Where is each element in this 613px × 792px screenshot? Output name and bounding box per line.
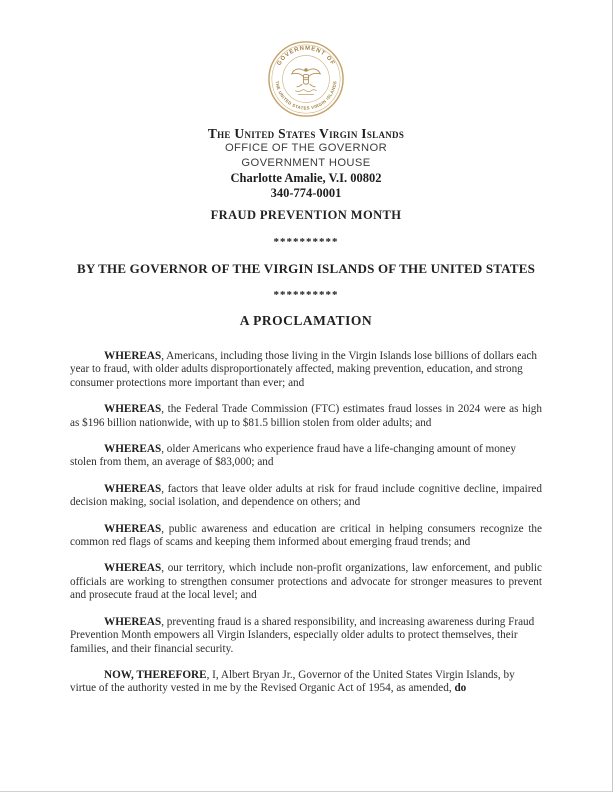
paragraph-lead-word: WHEREAS (104, 350, 162, 362)
proclamation-paragraph (70, 616, 542, 656)
seal-bottom-text: THE UNITED STATES VIRGIN ISLANDS (274, 80, 338, 111)
paragraph-text: , the Federal Trade Commission (FTC) estimates fraud losses in 2024 were as high as $196 billion nationwide, with up to $81.5 billion stolen from older adults; and (70, 403, 542, 429)
proclamation-paragraph (70, 350, 542, 390)
proclamation-paragraph (70, 483, 542, 510)
proclamation-subject-title: FRAUD PREVENTION MONTH (210, 208, 402, 222)
letterhead (0, 126, 612, 201)
proclamation-paragraph (70, 669, 542, 696)
paragraph-text: , our territory, which include non-profit organizations, law enforcement, and public officials are working to strengthen consumer protections and advocate for stronger measures to prevent and prosecute fraud at the local level; and (70, 562, 542, 602)
seal-container (0, 40, 612, 118)
proclamation-paragraph (70, 443, 542, 470)
paragraph-lead-word: WHEREAS (104, 562, 162, 575)
star-divider-top: ********** (273, 236, 339, 248)
letterhead-phone: 340-774-0001 (270, 186, 342, 200)
letterhead-government-house: GOVERNMENT HOUSE (241, 157, 371, 169)
paragraph-text: , public awareness and education are critical in helping consumers recognize the common red flags of scams and keeping them informed about emerging fraud trends; and (70, 522, 542, 549)
paragraph-text: , I, Albert Bryan Jr., Governor of the United States Virgin Islands, by virtue of the authority vested in me by the Revised Organic Act of 1954, as amended, (70, 668, 515, 695)
paragraph-text: , older Americans who experience fraud have a life-changing amount of money stolen from them, an average of $83,000; and (70, 443, 516, 469)
government-seal-icon (267, 40, 345, 118)
proclamation-paragraph (70, 523, 542, 550)
star-divider-bottom: ********** (273, 289, 339, 301)
paragraph-text: , Americans, including those living in the Virgin Islands lose billions of dollars each year to fraud, with older adults disproportionately affected, making prevention, education, and strong consumer protections more important than ever; and (70, 350, 538, 389)
letterhead-org-name: The United States Virgin Islands (207, 126, 405, 141)
proclamation-paragraph (70, 403, 542, 430)
paragraph-lead-word: WHEREAS (104, 482, 162, 495)
seal-eagle-icon (292, 68, 321, 94)
proclamation-paragraph (70, 562, 542, 602)
paragraph-lead-word: WHEREAS (104, 522, 162, 535)
paragraph-lead-word: WHEREAS (104, 403, 162, 416)
paragraph-text: , factors that leave older adults at risk for fraud include cognitive decline, impaired decision making, social isolation, and dependence on others; and (70, 482, 542, 509)
seal-top-text: GOVERNMENT OF (276, 45, 336, 67)
proclamation-body (70, 350, 542, 709)
paragraph-lead-word: WHEREAS (104, 615, 162, 628)
paragraph-tail-word: do (454, 682, 467, 695)
by-the-governor-line: BY THE GOVERNOR OF THE VIRGIN ISLANDS OF THE UNITED STATES (76, 261, 536, 276)
letterhead-address: Charlotte Amalie, V.I. 00802 (230, 171, 382, 185)
letterhead-office: OFFICE OF THE GOVERNOR (224, 142, 388, 154)
a-proclamation-heading: A PROCLAMATION (239, 313, 373, 328)
svg-text:THE UNITED STATES VIRGIN ISLAN (274, 81, 337, 111)
paragraph-lead-word: NOW, THEREFORE (104, 668, 207, 681)
paragraph-lead-word: WHEREAS (104, 443, 162, 456)
paragraph-text: , preventing fraud is a shared responsibility, and increasing awareness during Fraud Prevention Month empowers all Virgin Islanders, especially older adults to protect themselves, their families, and their financial security. (70, 615, 535, 655)
